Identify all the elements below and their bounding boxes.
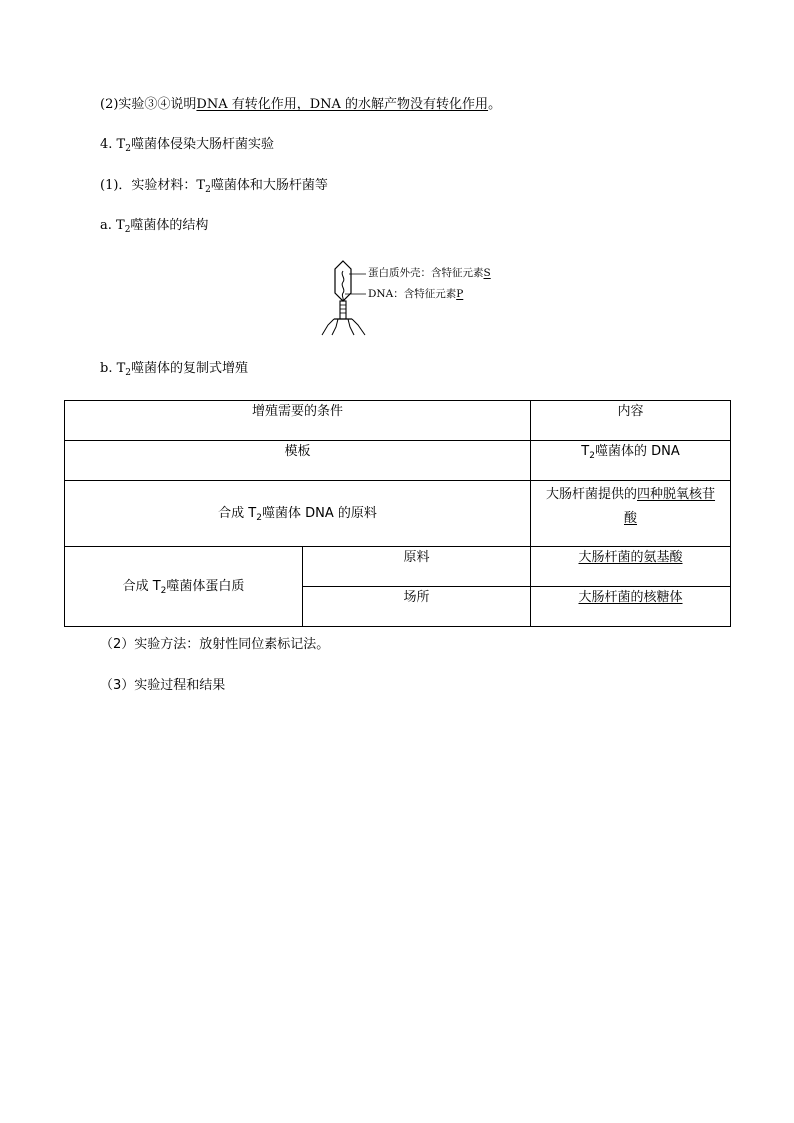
conclusion-underlined: DNA 有转化作用，DNA 的水解产物没有转化作用 bbox=[196, 97, 489, 112]
dna-material-value-underlined: 四种脱氧核苷 bbox=[637, 487, 716, 502]
structure-heading bbox=[100, 217, 208, 235]
materials-sub: 2 bbox=[205, 185, 211, 195]
protein-synthesis-label bbox=[65, 547, 303, 627]
conclusion-line bbox=[100, 96, 501, 114]
protein-coat-text: 蛋白质外壳：含特征元素 bbox=[368, 267, 484, 279]
protein-synthesis-pre: 合成 T bbox=[122, 578, 161, 594]
raw-material-value bbox=[531, 547, 731, 587]
dna-material-post: 噬菌体 DNA 的原料 bbox=[261, 505, 377, 521]
phosphorus-element: P bbox=[456, 288, 464, 300]
table-row-template bbox=[65, 441, 731, 481]
section-4-sub: 2 bbox=[125, 144, 131, 154]
replication-pre: b. T bbox=[100, 361, 126, 376]
materials-line bbox=[100, 177, 328, 195]
structure-post: 噬菌体的结构 bbox=[130, 218, 209, 233]
raw-material-value-text: 大肠杆菌的氨基酸 bbox=[578, 550, 683, 565]
template-label: 模板 bbox=[65, 441, 531, 481]
raw-material-label: 原料 bbox=[303, 547, 531, 587]
conclusion-suffix: 。 bbox=[488, 97, 502, 112]
table-row-dna-material bbox=[65, 481, 731, 547]
replication-heading bbox=[100, 360, 248, 378]
structure-sub: 2 bbox=[124, 225, 131, 235]
dna-material-value-underlined-2: 酸 bbox=[624, 511, 638, 526]
process-line: （3）实验过程和结果 bbox=[100, 678, 226, 693]
dna-material-sub: 2 bbox=[256, 512, 262, 523]
template-value-post: 噬菌体的 DNA bbox=[594, 444, 680, 459]
table-header-row bbox=[65, 401, 731, 441]
protein-synthesis-post: 噬菌体蛋白质 bbox=[166, 578, 245, 594]
materials-pre: (1)．实验材料：T bbox=[100, 178, 206, 193]
dna-material-value bbox=[531, 481, 731, 547]
materials-post: 噬菌体和大肠杆菌等 bbox=[210, 178, 328, 193]
template-value-sub: 2 bbox=[589, 451, 595, 461]
replication-sub: 2 bbox=[125, 368, 131, 378]
table-row-protein-raw bbox=[65, 547, 731, 587]
dna-label bbox=[368, 288, 463, 300]
dna-material-value-prefix: 大肠杆菌提供的 bbox=[546, 487, 638, 502]
site-label: 场所 bbox=[303, 587, 531, 627]
site-value-text: 大肠杆菌的核糖体 bbox=[578, 590, 683, 605]
dna-material-label bbox=[65, 481, 531, 547]
protein-synthesis-sub: 2 bbox=[160, 585, 167, 596]
structure-pre: a. T bbox=[100, 218, 125, 233]
section-4-heading bbox=[100, 136, 274, 154]
dna-text: DNA：含特征元素 bbox=[368, 288, 457, 300]
header-condition: 增殖需要的条件 bbox=[65, 401, 531, 441]
template-value bbox=[531, 441, 731, 481]
sulfur-element: S bbox=[483, 267, 491, 279]
phage-structure-diagram bbox=[318, 255, 518, 340]
section-4-pre: 4. T bbox=[100, 137, 126, 152]
replication-conditions-table bbox=[64, 400, 731, 627]
conclusion-prefix: (2)实验③④说明 bbox=[100, 97, 197, 112]
template-value-pre: T bbox=[581, 444, 590, 459]
protein-coat-label bbox=[368, 267, 491, 279]
replication-post: 噬菌体的复制式增殖 bbox=[131, 361, 249, 376]
method-line: （2）实验方法：放射性同位素标记法。 bbox=[100, 637, 330, 652]
section-4-post: 噬菌体侵染大肠杆菌实验 bbox=[130, 137, 274, 152]
site-value bbox=[531, 587, 731, 627]
dna-material-pre: 合成 T bbox=[218, 505, 257, 521]
header-content: 内容 bbox=[531, 401, 731, 441]
